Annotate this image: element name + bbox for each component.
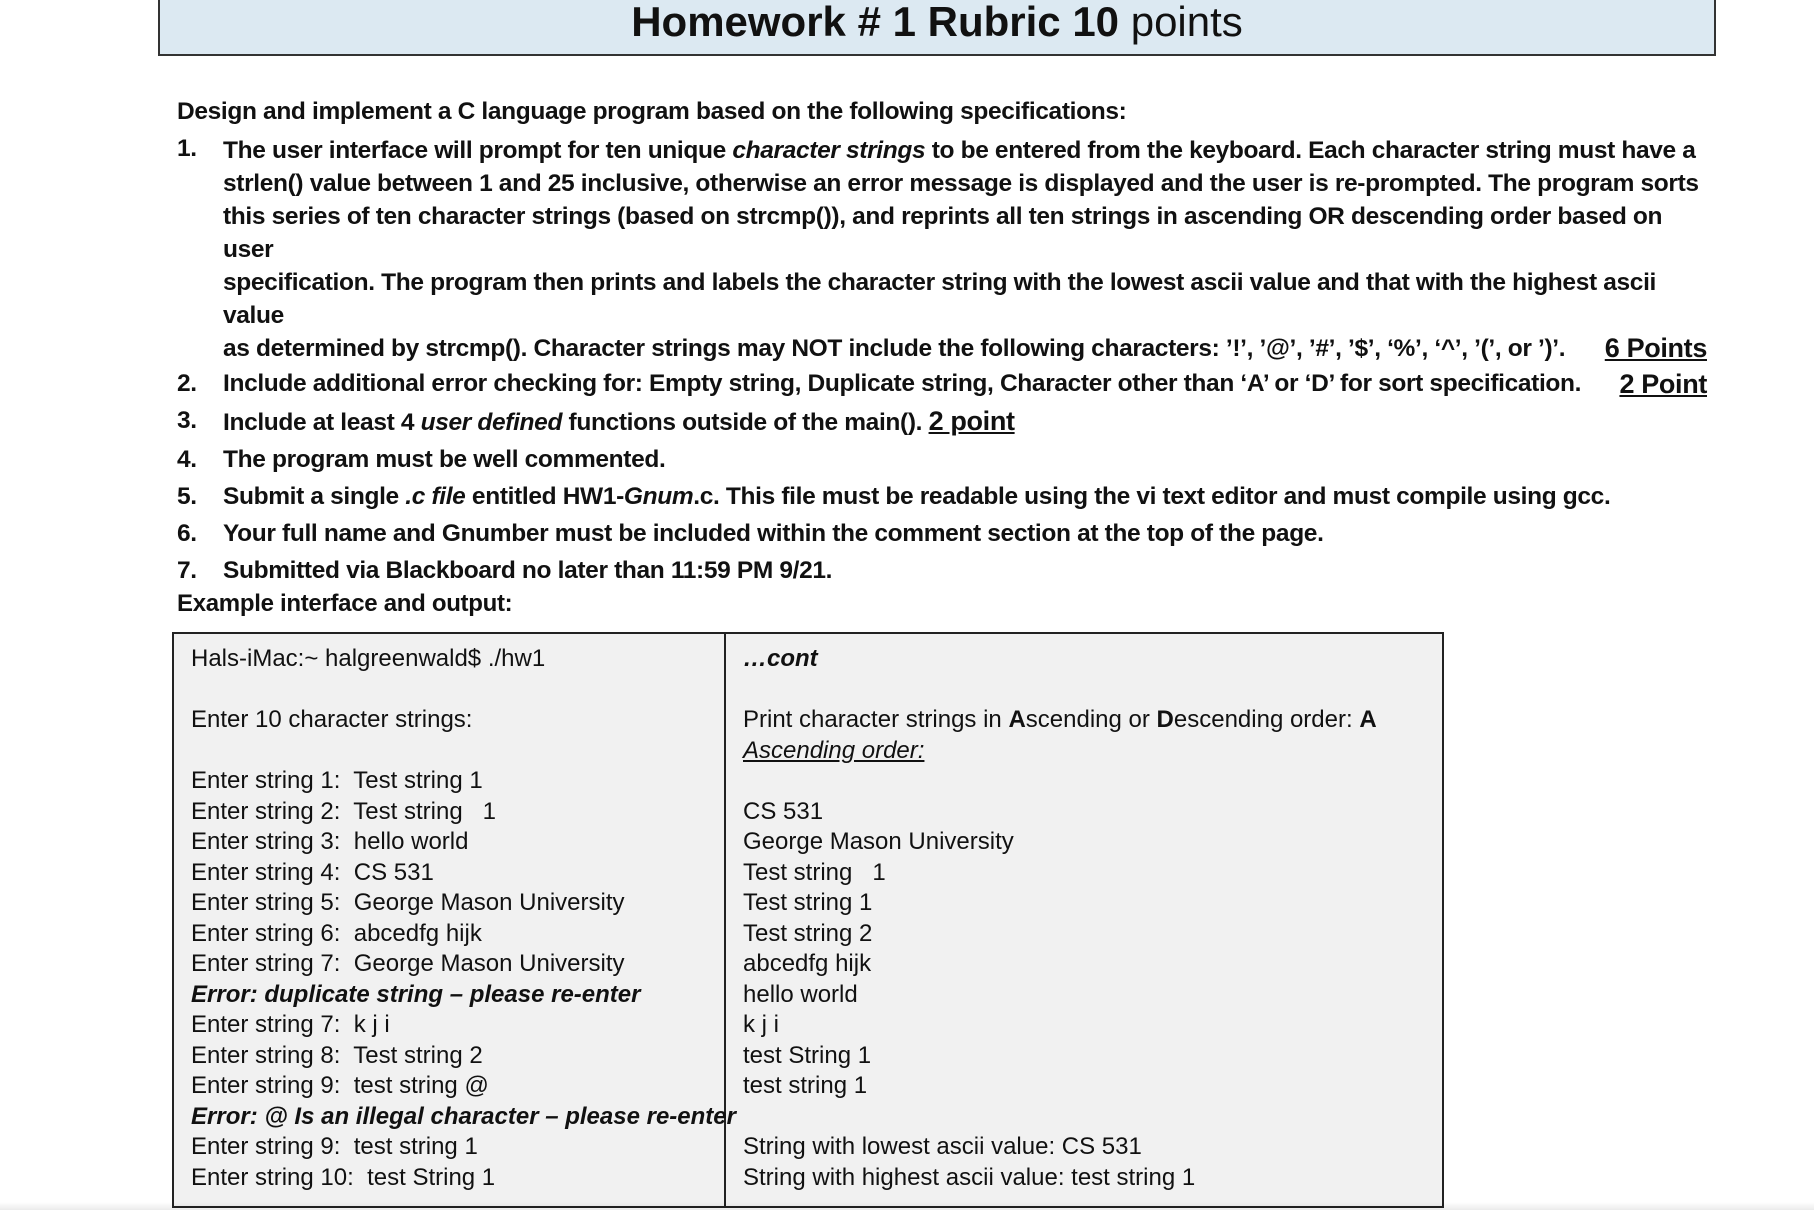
console-blank [191,736,724,767]
item-number: 5. [177,483,197,510]
item5-text-b: entitled HW1- [465,483,624,510]
specifications [177,98,1707,593]
lowest-ascii-line: String with lowest ascii value: CS 531 [743,1133,1142,1160]
item1-line2: strlen() value between 1 and 25 inclusive, otherwise an error message is displayed and the user is re-prompted. The program sorts [223,170,1699,197]
ascending-order-label: Ascending order: [743,736,925,764]
highest-ascii-line: String with highest ascii value: test string 1 [743,1163,1196,1191]
sorted-line: Test string 1 [743,858,886,886]
console-blank [191,675,724,706]
item3-text-a: Include at least 4 [223,409,421,436]
order-prompt-c: escending order: [1173,706,1360,733]
spec-item-4 [177,445,1707,475]
item-number: 2. [177,370,197,397]
console-line: Enter string 9: test string @ [191,1072,489,1099]
sorted-line: Test string 2 [743,919,873,947]
console-line: Hals-iMac:~ halgreenwald$ ./hw1 [191,645,546,672]
console-blank [743,1102,1442,1133]
item5-text-italic2: Gnum [623,483,694,510]
console-line: Enter string 4: CS 531 [191,858,434,886]
sorted-line: abcedfg hijk [743,950,872,977]
item1-line1-italic: character strings [732,137,926,164]
title-bold: Homework # 1 Rubric 10 [631,0,1120,45]
console-line: Enter string 8: Test string 2 [191,1041,483,1069]
item-number: 1. [177,135,197,162]
order-prompt-b: scending or [1025,706,1157,733]
item4-text: The program must be well commented. [223,446,666,473]
sorted-line: George Mason University [743,828,1014,855]
spec-intro: Design and implement a C language program based on the following specifications: [177,98,1127,125]
spec-item-1 [177,134,1707,365]
item1-line1-b: to be entered from the keyboard. Each character string must have a [925,137,1696,164]
console-line: Enter string 7: k j i [191,1011,390,1038]
console-order-prompt [743,705,1442,736]
console-continued-label: …cont [743,645,818,672]
item2-points: 2 Point [1619,369,1707,399]
item5-text-italic: .c file [405,483,466,510]
item1-line1 [223,134,1707,167]
spec-item-7 [177,556,1707,586]
item1-line4: specification. The program then prints and labels the character string with the lowest ascii value and that with the highest ascii value [223,269,1656,329]
item2-text: Include additional error checking for: Empty string, Duplicate string, Character other than ‘A’ or ‘D’ for sort specification. [223,370,1582,397]
console-line: Enter string 3: hello world [191,828,469,855]
page-edge-shadow [0,1202,1814,1210]
item3-text-b: functions outside of the main(). [562,409,929,436]
item-number: 6. [177,520,197,547]
example-heading: Example interface and output: [177,590,513,617]
console-line: Enter string 2: Test string 1 [191,797,497,825]
console-left-column [174,634,736,1206]
spec-item-5 [177,482,1707,512]
item3-text-italic: user defined [420,409,563,436]
order-prompt-a: Print character strings in [743,706,1009,733]
spec-item-2 [177,369,1707,399]
spec-item-3 [177,406,1707,438]
sorted-line: Test string 1 [743,889,873,916]
console-error-line: Error: duplicate string – please re-enter [191,980,641,1008]
item-number: 4. [177,446,197,473]
console-line: Enter string 7: George Mason University [191,950,625,977]
item1-line5-text: as determined by strcmp(). Character strings may NOT include the following characters: ’!’, ’@’, ’#’, ’$’, ‘%’, ‘^’, ’(’, or ’)’. [223,335,1566,362]
order-letter-d: D [1156,706,1174,733]
console-blank [743,766,1442,797]
sorted-line: CS 531 [743,797,824,825]
item-number: 3. [177,407,197,434]
spec-list [177,134,1707,586]
console-line: Enter 10 character strings: [191,706,473,733]
item7-text: Submitted via Blackboard no later than 11:59 PM 9/21. [223,557,833,584]
order-letter-a: A [1008,706,1026,733]
item5-text-c: .c. This file must be readable using the vi text editor and must compile using gcc. [693,483,1611,510]
sorted-line: test string 1 [743,1072,868,1099]
console-error-line: Error: @ Is an illegal character – please re-enter [191,1102,736,1130]
sorted-line: test String 1 [743,1041,872,1069]
item-number: 7. [177,557,197,584]
console-right-column [726,634,1442,1206]
console-line: Enter string 6: abcedfg hijk [191,919,482,947]
item1-points: 6 Points [1604,333,1707,363]
console-line: Enter string 5: George Mason University [191,889,625,916]
console-line: Enter string 1: Test string 1 [191,767,483,794]
example-console-table [172,632,1444,1208]
title-points: points [1130,0,1243,45]
sorted-line: hello world [743,980,858,1008]
item5-text-a: Submit a single [223,483,406,510]
page-title [158,0,1716,56]
item1-line3: this series of ten character strings (based on strcmp()), and reprints all ten strings in ascending OR descending order based on user [223,203,1663,263]
console-line: Enter string 9: test string 1 [191,1133,478,1160]
item1-line1-a: The user interface will prompt for ten unique [223,137,733,164]
sorted-line: k j i [743,1011,779,1038]
console-line: Enter string 10: test String 1 [191,1163,496,1191]
spec-item-6 [177,519,1707,549]
item3-points: 2 point [928,406,1015,436]
order-answer: A [1359,706,1377,733]
console-blank [743,675,1442,706]
item1-line5 [223,332,1707,365]
item6-text: Your full name and Gnumber must be included within the comment section at the top of the page. [223,520,1324,547]
